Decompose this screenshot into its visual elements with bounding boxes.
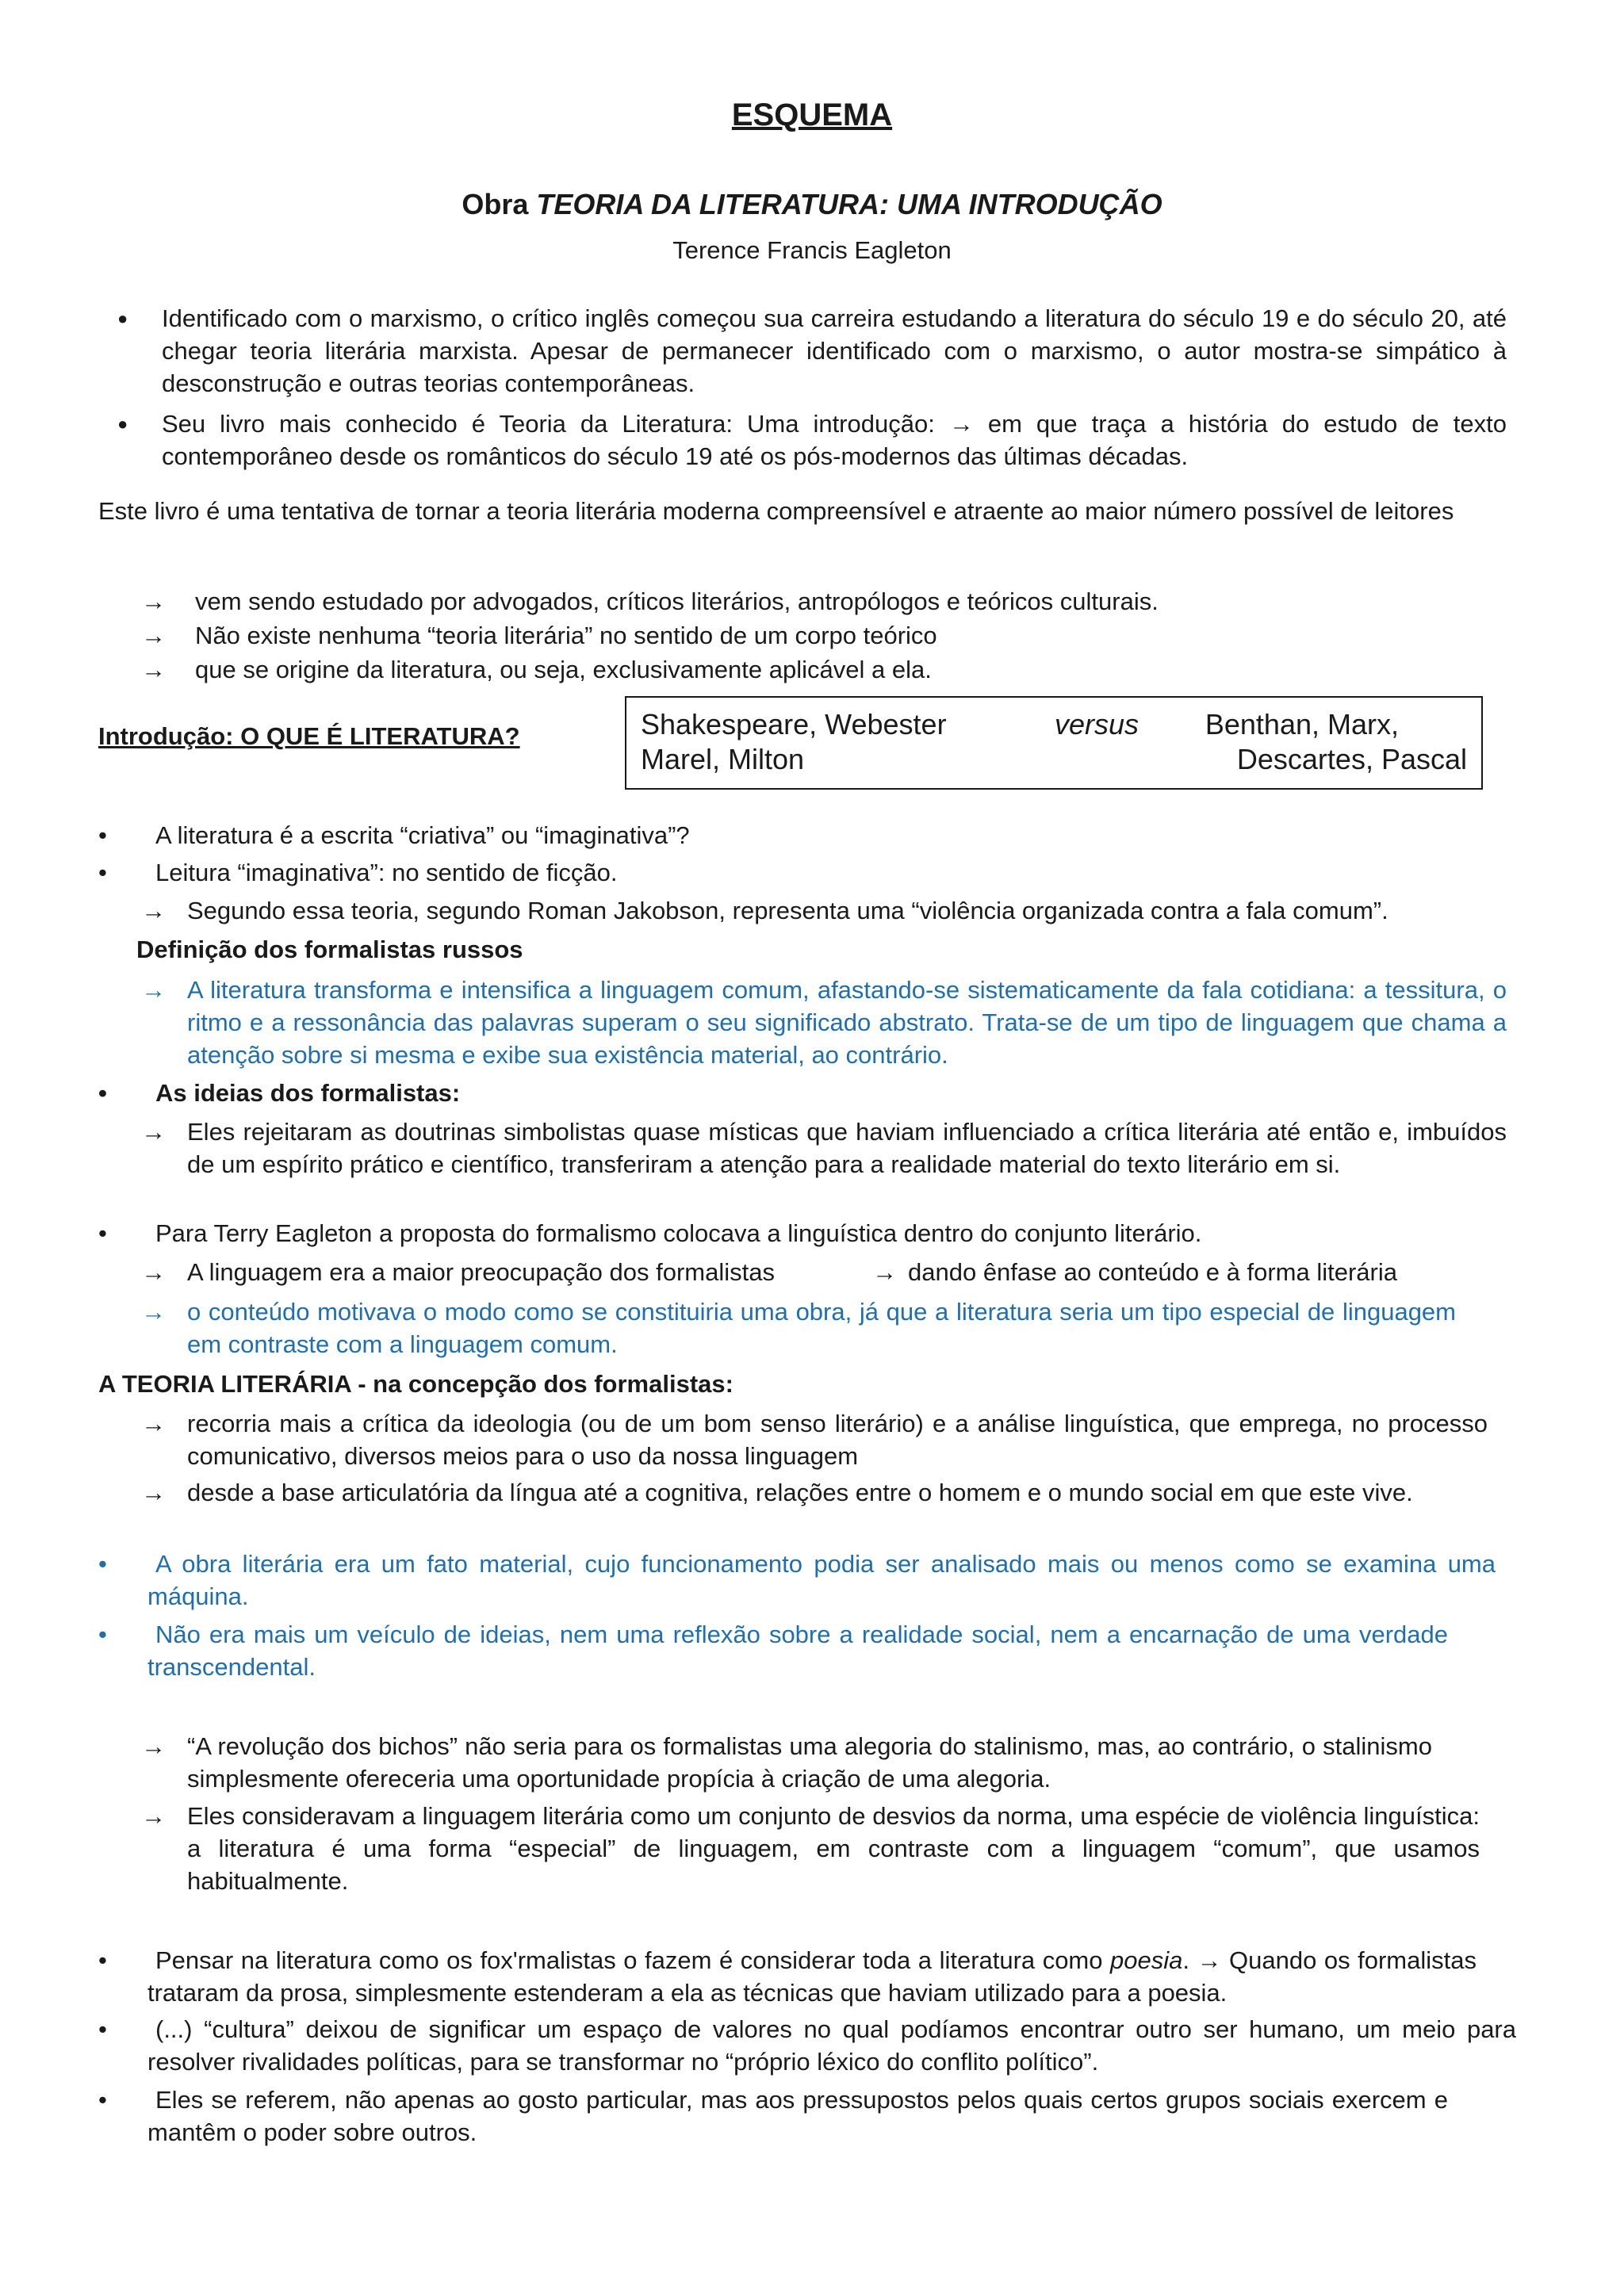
theory-arrow-articulatory: desde a base articulatória da língua até a cognitiva, relações entre o homem e o mundo social em que este vive. (187, 1479, 1413, 1506)
arrow-right-icon: → (872, 1258, 897, 1286)
arrow-right-icon: → (141, 1258, 166, 1286)
formalists-definition-heading: Definição dos formalistas russos (136, 936, 523, 963)
box-left-line1: Shakespeare, Webester (641, 708, 947, 740)
arrow-right-icon: → (141, 1298, 166, 1326)
arrow-deviation-norm: Eles consideravam a linguagem literária como um conjunto de desvios da norma, uma espécie de violência linguística: a literatura é uma forma “especial” de linguagem, em contraste com a linguagem “comum”, que usamos habitualmente. (187, 1802, 1480, 1895)
arrow-animal-farm: “A revolução dos bichos” não seria para os formalistas uma alegoria do stalinismo, mas, ao contrário, o stalinismo simplesmente ofereceria uma oportunidade propícia à criação de uma alegoria. (187, 1732, 1432, 1793)
poetry-text-after: . → Quando os formalistas trataram da prosa, simplesmente estenderam a ela as técnicas que haviam utilizado para a poesia. (147, 1946, 1477, 2007)
arrow-right-icon: → (141, 1118, 166, 1146)
box-versus: versus (1055, 708, 1139, 740)
book-arrow-no-theory: Não existe nenhuma “teoria literária” no sentido de um corpo teórico (195, 622, 937, 649)
bullet-icon: • (98, 1621, 107, 1648)
arrow-right-icon: → (141, 622, 166, 649)
bullet-eagleton-formalism: Para Terry Eagleton a proposta do formalismo colocava a linguística dentro do conjunto literário. (155, 1219, 1202, 1247)
work-title-line (0, 186, 1624, 223)
box-right-line2: Descartes, Pascal (1236, 743, 1467, 775)
book-arrow-origin: que se origine da literatura, ou seja, exclusivamente aplicável a ela. (195, 656, 932, 683)
bullet-icon: • (98, 2086, 107, 2114)
intro-heading: Introdução: O QUE É LITERATURA? (98, 722, 520, 750)
arrow-language-concern: A linguagem era a maior preocupação dos formalistas (187, 1258, 775, 1286)
formalists-ideas-text: Eles rejeitaram as doutrinas simbolistas quase místicas que haviam influenciado a crítica literária até então e, imbuídos de um espírito prático e científico, transferiram a atenção para a realidade material do texto literário em si. (187, 1118, 1507, 1178)
work-title: TEORIA DA LITERATURA: UMA INTRODUÇÃO (536, 188, 1162, 220)
blue-bullet-no-vehicle: Não era mais um veículo de ideias, nem uma reflexão sobre a realidade social, nem a encarnação de uma verdade transcendental. (147, 1621, 1448, 1681)
intro-bullet-book: Seu livro mais conhecido é Teoria da Literatura: Uma introdução: → em que traça a história do estudo de texto contemporâneo desde os românticos do século 19 até os pós-modernos das últimas décadas. (162, 410, 1507, 470)
poetry-text-before: Pensar na literatura como os fox'rmalistas o fazem é considerar toda a literatura como (155, 1946, 1111, 1974)
box-right-line1: Benthan, Marx, (1205, 708, 1399, 740)
dot-bullet-icon: ● (117, 308, 128, 328)
bullet-creative-writing: A literatura é a escrita “criativa” ou “imaginativa”? (155, 821, 690, 849)
dot-bullet-icon: ● (117, 414, 128, 434)
book-arrow-studied: vem sendo estudado por advogados, críticos literários, antropólogos e teóricos culturais. (195, 587, 1159, 615)
bullet-icon: • (98, 1946, 107, 1974)
formalists-definition-text: A literatura transforma e intensifica a linguagem comum, afastando-se sistematicamente da fala cotidiana: a tessitura, o ritmo e a ressonância das palavras superam o seu significado abstrato. Trata-se de um tipo de linguagem que chama a atenção sobre si mesma e exibe sua existência material, ao contrário. (187, 976, 1507, 1069)
work-prefix: Obra (462, 188, 537, 220)
arrow-right-icon: → (141, 587, 166, 615)
box-left-line2: Marel, Milton (641, 743, 805, 775)
formalists-ideas-heading: As ideias dos formalistas: (155, 1079, 461, 1107)
arrow-right-icon: → (141, 1479, 166, 1506)
blue-bullet-material-fact: A obra literária era um fato material, cujo funcionamento podia ser analisado mais ou menos como se examina uma máquina. (147, 1550, 1496, 1610)
arrow-right-icon: → (141, 1802, 166, 1830)
arrow-content-motivation: o conteúdo motivava o modo como se constituiria uma obra, já que a literatura seria um tipo especial de linguagem em contraste com a linguagem comum. (187, 1298, 1456, 1358)
theory-arrow-ideology: recorria mais a crítica da ideologia (ou de um bom senso literário) e a análise linguística, que emprega, no processo comunicativo, diversos meios para o uso da nossa linguagem (187, 1410, 1488, 1470)
bullet-icon: • (98, 1079, 107, 1107)
bullet-icon: • (98, 2015, 107, 2043)
arrow-right-icon: → (141, 897, 166, 924)
document-title: ESQUEMA (731, 98, 893, 132)
comparison-box (625, 696, 1483, 790)
arrow-jakobson: Segundo essa teoria, segundo Roman Jakobson, representa uma “violência organizada contra a fala comum”. (187, 897, 1388, 924)
bullet-poetry (147, 1944, 1477, 2009)
author-name: Terence Francis Eagleton (672, 236, 952, 264)
arrow-right-icon: → (141, 1410, 166, 1437)
arrow-right-icon: → (141, 1732, 166, 1760)
bullet-icon: • (98, 1219, 107, 1247)
arrow-right-icon: → (141, 656, 166, 683)
arrow-right-icon: → (141, 976, 166, 1004)
poetry-word: poesia (1110, 1946, 1183, 1974)
bullet-imaginative-reading: Leitura “imaginativa”: no sentido de ficção. (155, 859, 618, 886)
arrow-content-form: dando ênfase ao conteúdo e à forma literária (908, 1258, 1397, 1286)
literary-theory-heading: A TEORIA LITERÁRIA - na concepção dos formalistas: (98, 1370, 733, 1398)
bullet-culture: (...) “cultura” deixou de significar um espaço de valores no qual podíamos encontrar outro ser humano, um meio para resolver rivalidades políticas, para se transformar no “próprio léxico do conflito político”. (147, 2015, 1516, 2076)
intro-bullet-marxism: Identificado com o marxismo, o crítico inglês começou sua carreira estudando a literatura do século 19 e do século 20, até chegar teoria literária marxista. Apesar de permanecer identificado com o marxismo, o autor mostra-se simpático à desconstrução e outras teorias contemporâneas. (162, 304, 1507, 397)
book-paragraph: Este livro é uma tentativa de tornar a teoria literária moderna compreensível e atraente ao maior número possível de leitores (98, 497, 1454, 525)
bullet-power-groups: Eles se referem, não apenas ao gosto particular, mas aos pressupostos pelos quais certos grupos sociais exercem e mantêm o poder sobre outros. (147, 2086, 1448, 2146)
bullet-icon: • (98, 1550, 107, 1578)
bullet-icon: • (98, 821, 107, 849)
bullet-icon: • (98, 859, 107, 886)
